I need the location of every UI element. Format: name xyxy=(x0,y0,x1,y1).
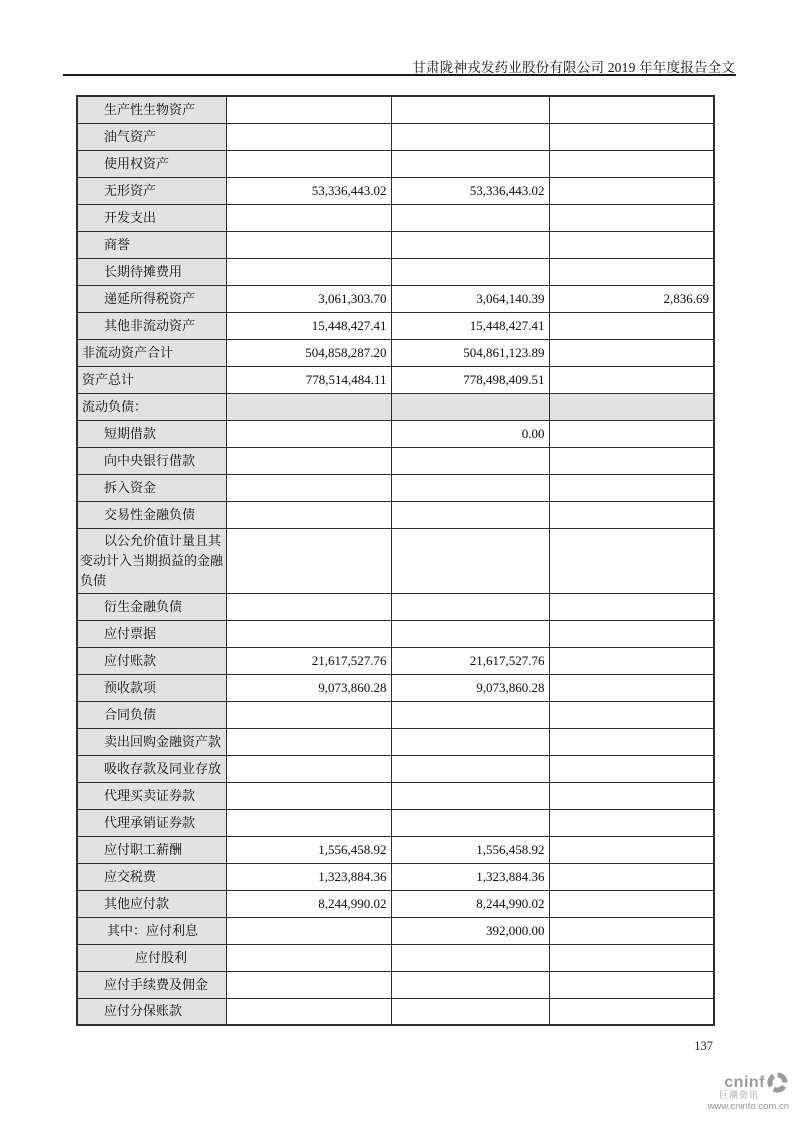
cell-c2 xyxy=(391,474,549,501)
cell-c1 xyxy=(226,501,391,528)
cell-c2 xyxy=(391,998,549,1025)
cell-c2: 1,323,884.36 xyxy=(391,863,549,890)
cell-c2 xyxy=(391,782,549,809)
table-row xyxy=(77,150,714,177)
cell-c2: 21,617,527.76 xyxy=(391,647,549,674)
cell-c2: 0.00 xyxy=(391,420,549,447)
table-row xyxy=(77,501,714,528)
row-label: 非流动资产合计 xyxy=(77,339,226,366)
page-header-title: 甘肃陇神戎发药业股份有限公司 2019 年年度报告全文 xyxy=(412,60,735,75)
cell-c3 xyxy=(549,728,714,755)
table-row xyxy=(77,339,714,366)
row-label: 代理承销证券款 xyxy=(77,809,226,836)
row-label: 应付股利 xyxy=(77,944,226,971)
table-row xyxy=(77,393,714,420)
cell-c3 xyxy=(549,782,714,809)
cell-c3 xyxy=(549,204,714,231)
cell-c1 xyxy=(226,620,391,647)
cell-c1 xyxy=(226,231,391,258)
balance-sheet-table xyxy=(76,95,715,1026)
cell-c1 xyxy=(226,944,391,971)
table-row xyxy=(77,647,714,674)
row-label: 商誉 xyxy=(77,231,226,258)
cell-c2: 1,556,458.92 xyxy=(391,836,549,863)
cell-c3 xyxy=(549,123,714,150)
row-label: 应付职工薪酬 xyxy=(77,836,226,863)
cell-c3 xyxy=(549,150,714,177)
cell-c3 xyxy=(549,96,714,123)
row-label: 无形资产 xyxy=(77,177,226,204)
cell-c3 xyxy=(549,674,714,701)
cell-c3 xyxy=(549,620,714,647)
cell-c2 xyxy=(391,150,549,177)
row-label: 以公允价值计量且其变动计入当期损益的金融负债 xyxy=(77,528,226,593)
cell-c1: 504,858,287.20 xyxy=(226,339,391,366)
cell-c2 xyxy=(391,809,549,836)
table-row xyxy=(77,782,714,809)
cell-c2 xyxy=(391,620,549,647)
cell-c3 xyxy=(549,474,714,501)
table-row xyxy=(77,863,714,890)
table-row xyxy=(77,420,714,447)
cell-c3 xyxy=(549,528,714,593)
cell-c1 xyxy=(226,728,391,755)
cell-c3 xyxy=(549,420,714,447)
cell-c2 xyxy=(391,728,549,755)
cell-c3 xyxy=(549,501,714,528)
cell-c1 xyxy=(226,971,391,998)
table-row xyxy=(77,474,714,501)
cell-c1 xyxy=(226,998,391,1025)
cell-c1 xyxy=(226,447,391,474)
row-label: 流动负债： xyxy=(77,393,226,420)
cell-c1 xyxy=(226,150,391,177)
cninfo-logo xyxy=(708,1071,789,1112)
cell-c3 xyxy=(549,755,714,782)
cell-c3 xyxy=(549,836,714,863)
cninfo-url: www.cninfo.com.cn xyxy=(707,1101,789,1112)
cell-c2: 9,073,860.28 xyxy=(391,674,549,701)
cell-c2: 3,064,140.39 xyxy=(391,285,549,312)
cell-c2 xyxy=(391,528,549,593)
cell-c1: 21,617,527.76 xyxy=(226,647,391,674)
row-label: 代理买卖证券款 xyxy=(77,782,226,809)
table-row xyxy=(77,674,714,701)
cell-c3 xyxy=(549,231,714,258)
row-label: 吸收存款及同业存放 xyxy=(77,755,226,782)
cell-c3 xyxy=(549,890,714,917)
cell-c2 xyxy=(391,447,549,474)
cell-c1 xyxy=(226,593,391,620)
cell-c2 xyxy=(391,96,549,123)
row-label: 拆入资金 xyxy=(77,474,226,501)
row-label: 应付票据 xyxy=(77,620,226,647)
balance-sheet-body xyxy=(77,96,714,1025)
table-row xyxy=(77,728,714,755)
cell-c2 xyxy=(391,258,549,285)
cell-c1: 778,514,484.11 xyxy=(226,366,391,393)
row-label: 应交税费 xyxy=(77,863,226,890)
cell-c3 xyxy=(549,339,714,366)
cell-c2 xyxy=(391,123,549,150)
cell-c3 xyxy=(549,647,714,674)
table-row xyxy=(77,809,714,836)
cell-c1: 15,448,427.41 xyxy=(226,312,391,339)
cell-c1 xyxy=(226,782,391,809)
row-label: 递延所得税资产 xyxy=(77,285,226,312)
table-row xyxy=(77,528,714,593)
cell-c3 xyxy=(549,258,714,285)
cell-c2 xyxy=(391,755,549,782)
row-label: 资产总计 xyxy=(77,366,226,393)
table-row xyxy=(77,890,714,917)
cell-c1 xyxy=(226,528,391,593)
cell-c2: 392,000.00 xyxy=(391,917,549,944)
cell-c2: 8,244,990.02 xyxy=(391,890,549,917)
cell-c1 xyxy=(226,809,391,836)
cell-c3 xyxy=(549,701,714,728)
row-label: 开发支出 xyxy=(77,204,226,231)
row-label: 向中央银行借款 xyxy=(77,447,226,474)
cell-c2 xyxy=(391,701,549,728)
page-number: 137 xyxy=(694,1039,713,1053)
cell-c2 xyxy=(391,971,549,998)
cell-c3 xyxy=(549,312,714,339)
cell-c1 xyxy=(226,755,391,782)
row-label: 预收款项 xyxy=(77,674,226,701)
cell-c3 xyxy=(549,971,714,998)
row-label: 长期待摊费用 xyxy=(77,258,226,285)
cell-c1: 9,073,860.28 xyxy=(226,674,391,701)
cell-c1 xyxy=(226,701,391,728)
row-label: 其他非流动资产 xyxy=(77,312,226,339)
cell-c3: 2,836.69 xyxy=(549,285,714,312)
cell-c1 xyxy=(226,917,391,944)
cell-c3 xyxy=(549,393,714,420)
cninfo-caption: 巨潮资讯 xyxy=(718,1090,759,1100)
table-row xyxy=(77,917,714,944)
row-label: 应付分保账款 xyxy=(77,998,226,1025)
table-row xyxy=(77,971,714,998)
cell-c2: 15,448,427.41 xyxy=(391,312,549,339)
row-label: 卖出回购金融资产款 xyxy=(77,728,226,755)
row-label: 短期借款 xyxy=(77,420,226,447)
cell-c1: 8,244,990.02 xyxy=(226,890,391,917)
row-label: 合同负债 xyxy=(77,701,226,728)
row-label: 交易性金融负债 xyxy=(77,501,226,528)
cell-c2 xyxy=(391,204,549,231)
row-label: 其他应付款 xyxy=(77,890,226,917)
table-row xyxy=(77,312,714,339)
row-label: 生产性生物资产 xyxy=(77,96,226,123)
cell-c1: 1,323,884.36 xyxy=(226,863,391,890)
cell-c3 xyxy=(549,366,714,393)
table-row xyxy=(77,998,714,1025)
table-row xyxy=(77,123,714,150)
cell-c1 xyxy=(226,258,391,285)
cell-c3 xyxy=(549,863,714,890)
header-divider xyxy=(63,74,736,76)
table-row xyxy=(77,285,714,312)
cell-c1 xyxy=(226,393,391,420)
cell-c1 xyxy=(226,420,391,447)
row-label: 应付手续费及佣金 xyxy=(77,971,226,998)
cninfo-brand-text: cninf xyxy=(724,1073,765,1091)
cell-c1: 1,556,458.92 xyxy=(226,836,391,863)
row-label: 其中：应付利息 xyxy=(77,917,226,944)
table-row xyxy=(77,204,714,231)
table-row xyxy=(77,231,714,258)
cell-c3 xyxy=(549,917,714,944)
cell-c2 xyxy=(391,501,549,528)
table-row xyxy=(77,96,714,123)
table-row xyxy=(77,366,714,393)
table-row xyxy=(77,701,714,728)
cell-c1 xyxy=(226,204,391,231)
cell-c1 xyxy=(226,474,391,501)
row-label: 衍生金融负债 xyxy=(77,593,226,620)
cninfo-pinwheel-icon xyxy=(766,1071,789,1094)
row-label: 应付账款 xyxy=(77,647,226,674)
table-row xyxy=(77,258,714,285)
cell-c2 xyxy=(391,593,549,620)
cell-c2: 778,498,409.51 xyxy=(391,366,549,393)
table-row xyxy=(77,620,714,647)
cell-c3 xyxy=(549,809,714,836)
row-label: 油气资产 xyxy=(77,123,226,150)
cell-c3 xyxy=(549,447,714,474)
table-row xyxy=(77,944,714,971)
cell-c3 xyxy=(549,593,714,620)
table-row xyxy=(77,177,714,204)
cell-c3 xyxy=(549,998,714,1025)
table-row xyxy=(77,836,714,863)
cell-c2: 504,861,123.89 xyxy=(391,339,549,366)
cell-c1: 53,336,443.02 xyxy=(226,177,391,204)
cell-c3 xyxy=(549,944,714,971)
row-label: 使用权资产 xyxy=(77,150,226,177)
table-row xyxy=(77,593,714,620)
cell-c1 xyxy=(226,123,391,150)
cell-c3 xyxy=(549,177,714,204)
cell-c2 xyxy=(391,393,549,420)
cell-c1 xyxy=(226,96,391,123)
table-row xyxy=(77,755,714,782)
cell-c2 xyxy=(391,944,549,971)
cell-c1: 3,061,303.70 xyxy=(226,285,391,312)
table-row xyxy=(77,447,714,474)
cell-c2 xyxy=(391,231,549,258)
cell-c2: 53,336,443.02 xyxy=(391,177,549,204)
